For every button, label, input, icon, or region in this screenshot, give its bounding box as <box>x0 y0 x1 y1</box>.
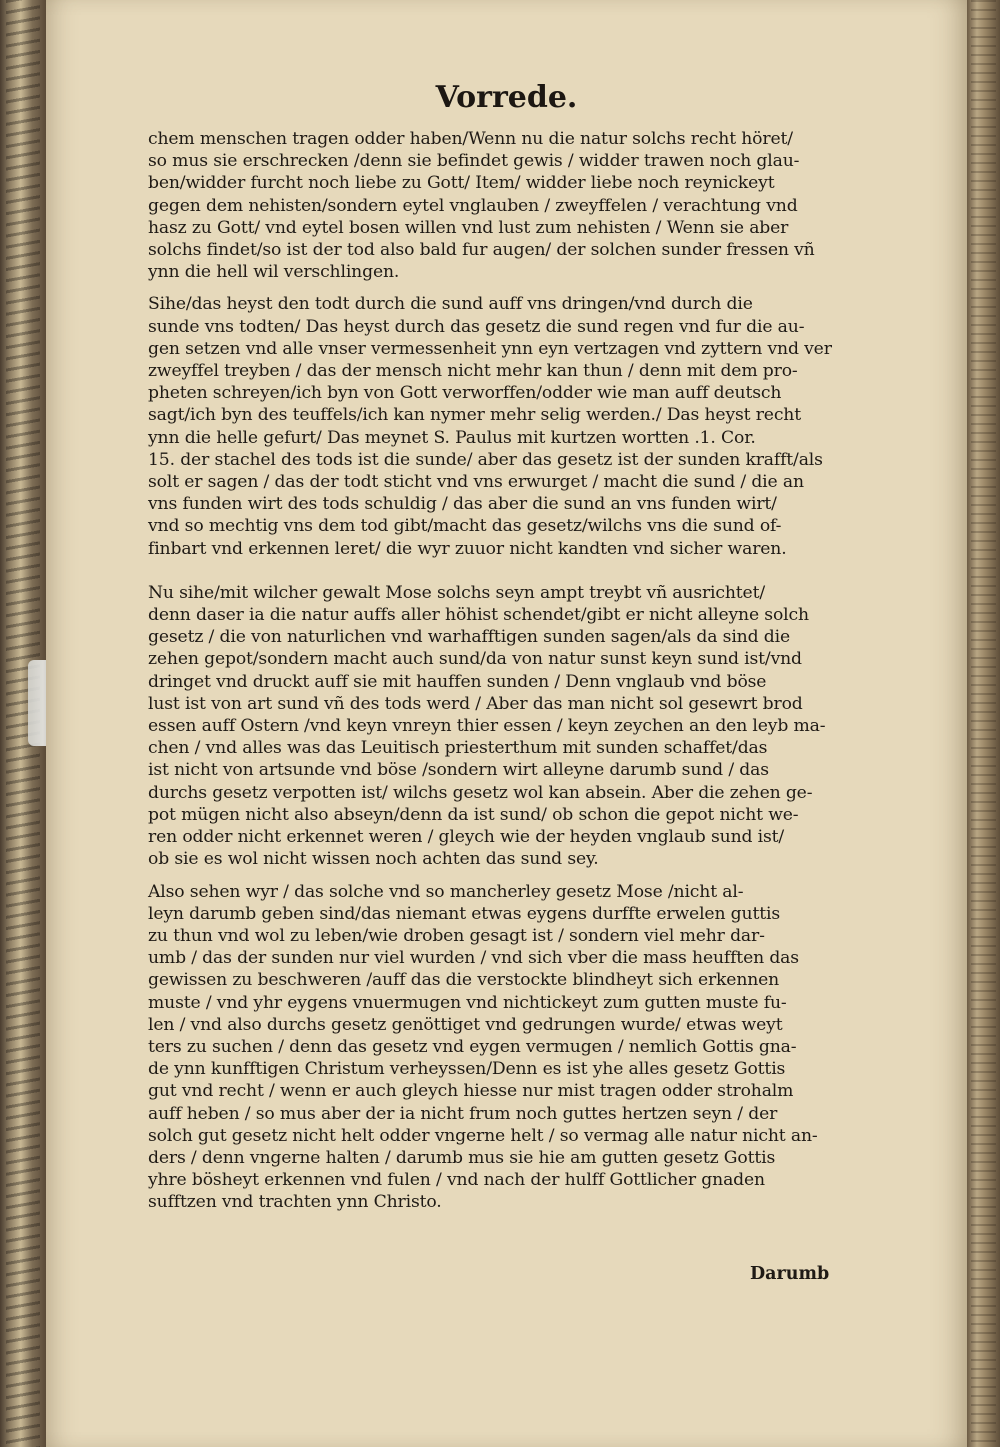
text-line: durchs gesetz verpotten ist/ wilchs gesetz wol kan absein. Aber die zehen ge- <box>148 782 813 803</box>
text-line: umb / das der sunden nur viel wurden / vnd sich vber die mass heufften das <box>148 948 799 969</box>
text-line: Nu sihe/mit wilcher gewalt Mose solchs seyn ampt treybt vñ ausrichtet/ <box>148 582 765 603</box>
text-line: chen / vnd alles was das Leuitisch priesterthum mit sunden schaffet/das <box>148 738 768 759</box>
paragraph-2 <box>148 293 853 559</box>
text-line: vnd so mechtig vns dem tod gibt/macht das gesetz/wilchs vns die sund of- <box>148 516 782 537</box>
text-line: ob sie es wol nicht wissen noch achten das sund sey. <box>148 849 599 870</box>
text-line: essen auff Ostern /vnd keyn vnreyn thier essen / keyn zeychen an den leyb ma- <box>148 716 826 737</box>
text-line: chem menschen tragen odder haben/Wenn nu die natur solchs recht höret/ <box>148 129 793 149</box>
text-line: leyn darumb geben sind/das niemant etwas eygens durffte erwelen guttis <box>148 903 780 924</box>
text-line: gewissen zu beschweren /auff das die verstockte blindheyt sich erkennen <box>148 970 780 991</box>
text-line: zu thun vnd wol zu leben/wie droben gesagt ist / sondern viel mehr dar- <box>148 925 765 946</box>
paragraph-gap <box>148 283 853 293</box>
text-line: zweyffel treyben / das der mensch nicht mehr kan thun / denn mit dem pro- <box>148 361 798 382</box>
text-line: gegen dem nehisten/sondern eytel vnglauben / zweyffelen / verachtung vnd <box>148 195 798 216</box>
text-line: de ynn kunfftigen Christum verheyssen/Denn es ist yhe alles gesetz Gottis <box>148 1059 786 1080</box>
text-line: vns funden wirt des tods schuldig / das aber die sund an vns funden wirt/ <box>148 494 777 515</box>
text-line: pot mügen nicht also abseyn/denn da ist sund/ ob schon die gepot nicht we- <box>148 804 799 825</box>
paragraph-4 <box>148 881 853 1214</box>
text-line: Sihe/das heyst den todt durch die sund auff vns dringen/vnd durch die <box>148 294 753 315</box>
paragraph-gap <box>148 871 853 881</box>
book-page <box>46 0 967 1447</box>
text-line: gen setzen vnd alle vnser vermessenheit ynn eyn vertzagen vnd zyttern vnd ver <box>148 338 832 359</box>
text-line: Also sehen wyr / das solche vnd so mancherley gesetz Mose /nicht al- <box>148 881 744 902</box>
paragraph-1 <box>148 128 853 283</box>
text-line: solch gut gesetz nicht helt odder vngerne helt / so vermag alle natur nicht an- <box>148 1125 818 1146</box>
text-line: ren odder nicht erkennet weren / gleych wie der heyden vnglaub sund ist/ <box>148 827 785 848</box>
text-line: 15. der stachel des tods ist die sunde/ aber das gesetz ist der sunden krafft/als <box>148 449 823 470</box>
text-line: ters zu suchen / denn das gesetz vnd eygen vermugen / nemlich Gottis gna- <box>148 1036 797 1057</box>
text-line: finbart vnd erkennen leret/ die wyr zuuor nicht kandten vnd sicher waren. <box>148 538 787 559</box>
text-line: ynn die helle gefurt/ Das meynet S. Paulus mit kurtzen wortten .1. Cor. <box>148 427 756 448</box>
text-line: so mus sie erschrecken /denn sie befindet gewis / widder trawen noch glau- <box>148 151 800 172</box>
text-line: ist nicht von artsunde vnd böse /sondern wirt alleyne darumb sund / das <box>148 760 769 781</box>
text-line: lust ist von art sund vñ des tods werd / Aber das man nicht sol gesewrt brod <box>148 693 803 714</box>
text-line: solt er sagen / das der todt sticht vnd vns erwurget / macht die sund / die an <box>148 472 804 493</box>
text-line: sufftzen vnd trachten ynn Christo. <box>148 1192 442 1213</box>
text-line: gut vnd recht / wenn er auch gleych hiesse nur mist tragen odder strohalm <box>148 1081 794 1102</box>
text-line: len / vnd also durchs gesetz genöttiget vnd gedrungen wurde/ etwas weyt <box>148 1014 783 1035</box>
paragraph-gap <box>148 560 853 582</box>
text-line: ben/widder furcht noch liebe zu Gott/ Item/ widder liebe noch reynickeyt <box>148 173 775 194</box>
text-line: sagt/ich byn des teuffels/ich kan nymer mehr selig werden./ Das heyst recht <box>148 405 801 426</box>
text-line: solchs findet/so ist der tod also bald fur augen/ der solchen sunder fressen vñ <box>148 240 815 261</box>
paragraph-3 <box>148 582 853 871</box>
text-line: sunde vns todten/ Das heyst durch das gesetz die sund regen vnd fur die au- <box>148 316 805 337</box>
text-line: ders / denn vngerne halten / darumb mus sie hie am gutten gesetz Gottis <box>148 1147 776 1168</box>
text-line: gesetz / die von naturlichen vnd warhafftigen sunden sagen/als da sind die <box>148 627 790 648</box>
right-page-edges <box>967 0 1000 1447</box>
page-text <box>148 128 853 1214</box>
text-line: pheten schreyen/ich byn von Gott verworffen/odder wie man auff deutsch <box>148 383 782 404</box>
text-line: hasz zu Gott/ vnd eytel bosen willen vnd lust zum nehisten / Wenn sie aber <box>148 217 789 238</box>
text-line: yhre bösheyt erkennen vnd fulen / vnd nach der hulff Gottlicher gnaden <box>148 1170 765 1191</box>
running-header: Vorrede. <box>435 80 578 115</box>
text-line: auff heben / so mus aber der ia nicht frum noch guttes hertzen seyn / der <box>148 1103 778 1124</box>
text-line: muste / vnd yhr eygens vnuermugen vnd nichtickeyt zum gutten muste fu- <box>148 992 787 1013</box>
text-line: dringet vnd druckt auff sie mit hauffen sunden / Denn vnglaub vnd böse <box>148 671 767 692</box>
text-line: ynn die hell wil verschlingen. <box>148 262 400 283</box>
catchword: Darumb <box>750 1264 830 1284</box>
text-line: zehen gepot/sondern macht auch sund/da von natur sunst keyn sund ist/vnd <box>148 649 802 670</box>
text-line: denn daser ia die natur auffs aller höhist schendet/gibt er nicht alleyne solch <box>148 605 809 626</box>
